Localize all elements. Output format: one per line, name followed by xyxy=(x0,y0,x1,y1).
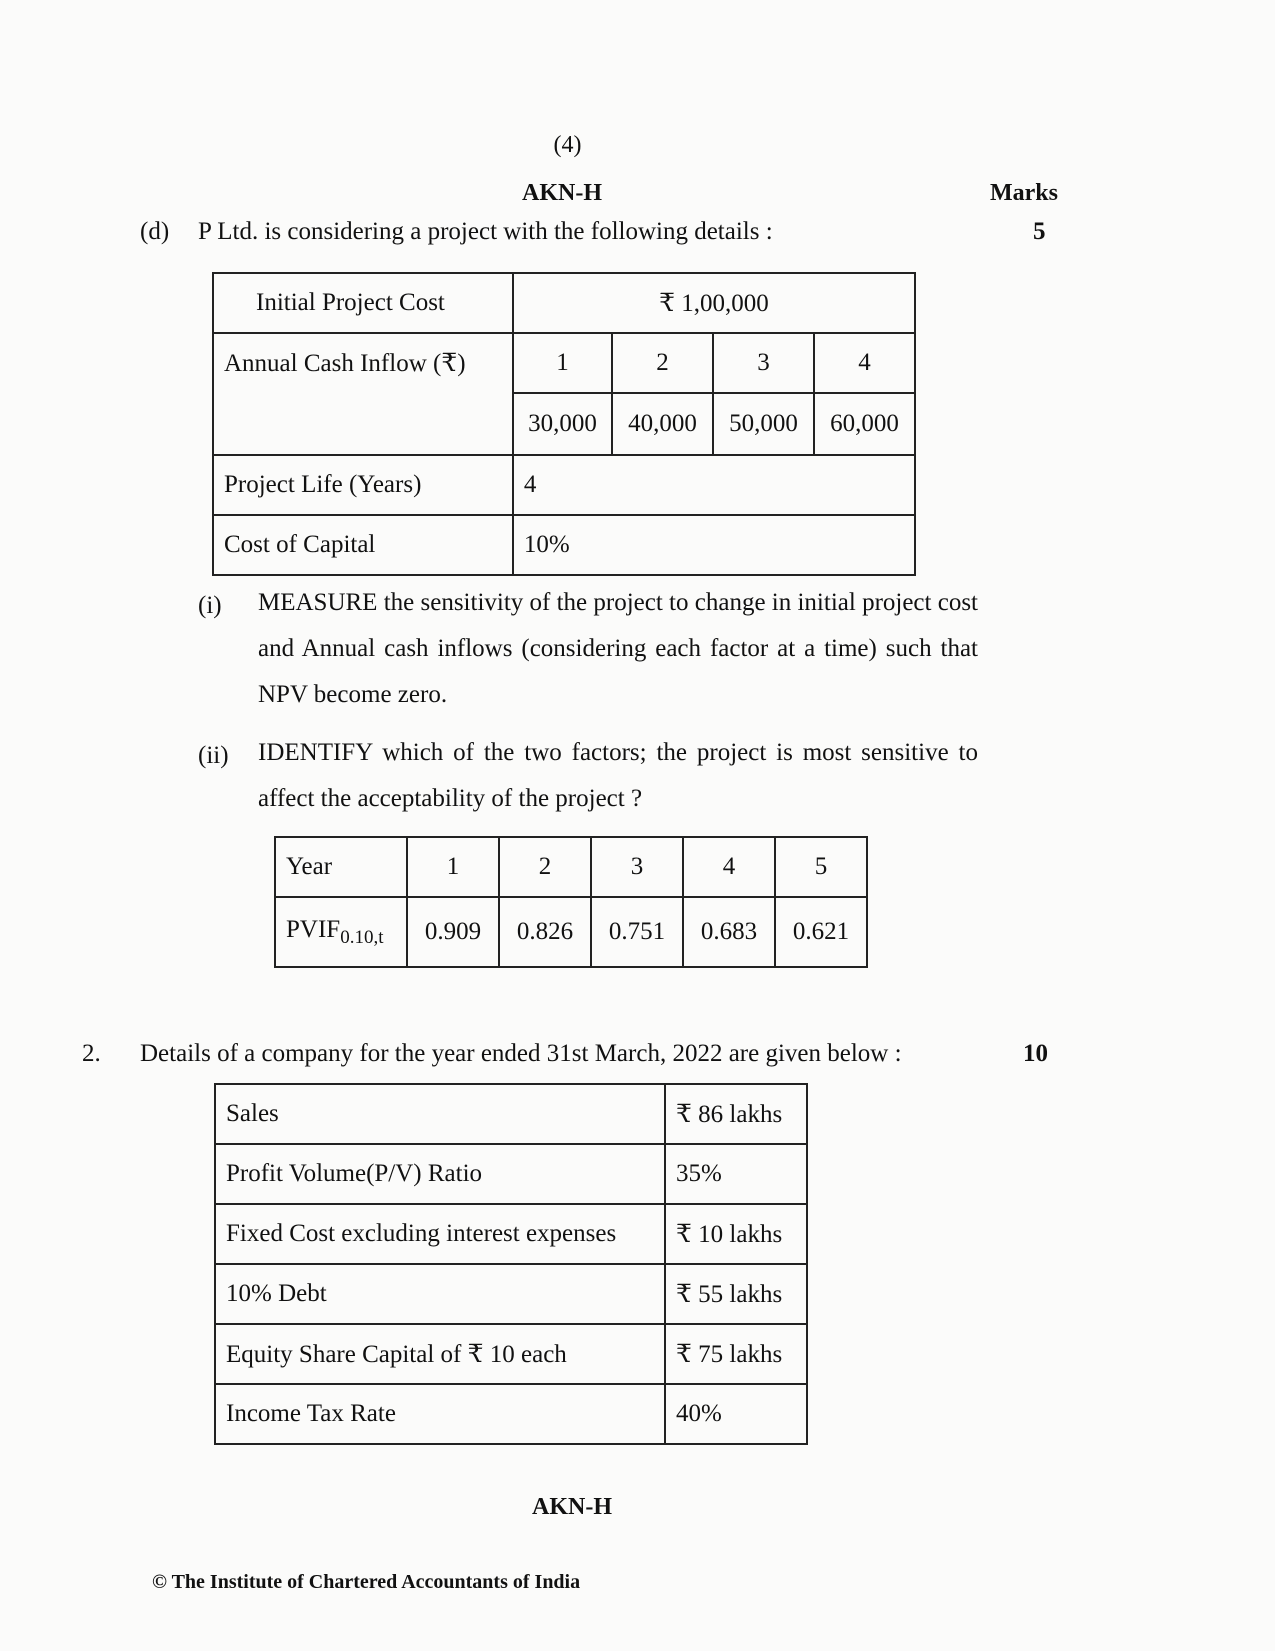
detail-value: 35% xyxy=(665,1144,807,1204)
pvif-cell: 0.826 xyxy=(499,897,591,967)
table-row xyxy=(215,1264,807,1324)
year-cell: 2 xyxy=(612,333,713,393)
table-row xyxy=(215,1384,807,1444)
question-label: (d) xyxy=(140,218,170,245)
project-life-label: Project Life (Years) xyxy=(213,455,513,515)
cost-of-capital-value: 10% xyxy=(513,515,915,575)
pvif-table xyxy=(274,836,868,968)
year-label: Year xyxy=(275,837,407,897)
year-cell: 3 xyxy=(713,333,814,393)
table-row xyxy=(213,455,915,515)
table-row xyxy=(213,333,915,393)
marks-heading: Marks xyxy=(990,180,1058,206)
detail-value: ₹ 55 lakhs xyxy=(665,1264,807,1324)
table-row xyxy=(215,1324,807,1384)
question-2-marks: 10 xyxy=(1023,1040,1048,1067)
year-cell: 5 xyxy=(775,837,867,897)
inflow-cell: 50,000 xyxy=(713,393,814,455)
year-cell: 4 xyxy=(683,837,775,897)
cash-inflow-label: Annual Cash Inflow (₹) xyxy=(213,333,513,455)
company-details-table xyxy=(214,1083,808,1445)
inflow-cell: 30,000 xyxy=(513,393,612,455)
detail-value: ₹ 10 lakhs xyxy=(665,1204,807,1264)
part-ii-label: (ii) xyxy=(198,742,229,769)
table-row xyxy=(215,1204,807,1264)
year-cell: 2 xyxy=(499,837,591,897)
table-row xyxy=(213,515,915,575)
pvif-cell: 0.909 xyxy=(407,897,499,967)
detail-label: Profit Volume(P/V) Ratio xyxy=(215,1144,665,1204)
detail-label: Equity Share Capital of ₹ 10 each xyxy=(215,1324,665,1384)
project-life-value: 4 xyxy=(513,455,915,515)
pvif-cell: 0.621 xyxy=(775,897,867,967)
inflow-cell: 60,000 xyxy=(814,393,915,455)
detail-label: Fixed Cost excluding interest expenses xyxy=(215,1204,665,1264)
year-cell: 3 xyxy=(591,837,683,897)
detail-value: ₹ 75 lakhs xyxy=(665,1324,807,1384)
year-cell: 1 xyxy=(513,333,612,393)
detail-label: Income Tax Rate xyxy=(215,1384,665,1444)
part-ii-text: IDENTIFY which of the two factors; the project is most sensitive to affect the acceptability of the project ? xyxy=(258,739,978,812)
copyright: © The Institute of Chartered Accountants of India xyxy=(152,1571,581,1593)
question-2-number: 2. xyxy=(82,1040,101,1067)
table-row xyxy=(215,1144,807,1204)
table-row xyxy=(275,897,867,967)
paper-code: AKN-H xyxy=(522,180,602,206)
detail-value: ₹ 86 lakhs xyxy=(665,1084,807,1144)
year-cell: 4 xyxy=(814,333,915,393)
pvif-cell: 0.683 xyxy=(683,897,775,967)
table-row xyxy=(275,837,867,897)
inflow-cell: 40,000 xyxy=(612,393,713,455)
detail-value: 40% xyxy=(665,1384,807,1444)
project-details-table xyxy=(212,272,916,576)
part-i-label: (i) xyxy=(198,592,222,619)
initial-cost-label: Initial Project Cost xyxy=(213,273,513,333)
detail-label: 10% Debt xyxy=(215,1264,665,1324)
question-marks: 5 xyxy=(1033,218,1046,245)
year-cell: 1 xyxy=(407,837,499,897)
table-row xyxy=(215,1084,807,1144)
footer-paper-code: AKN-H xyxy=(532,1494,612,1520)
table-row xyxy=(213,273,915,333)
question-intro: P Ltd. is considering a project with the following details : xyxy=(198,218,773,245)
detail-label: Sales xyxy=(215,1084,665,1144)
cost-of-capital-label: Cost of Capital xyxy=(213,515,513,575)
page-number: (4) xyxy=(553,132,582,158)
pvif-label: $PVIF_{0.10,t}$ xyxy=(275,897,407,967)
pvif-cell: 0.751 xyxy=(591,897,683,967)
part-i-text: MEASURE the sensitivity of the project to change in initial project cost and Annual cash inflows (considering each factor at a time) such that NPV become zero. xyxy=(258,589,978,708)
question-2-intro: Details of a company for the year ended 31st March, 2022 are given below : xyxy=(140,1040,902,1067)
initial-cost-value: ₹ 1,00,000 xyxy=(513,273,915,333)
